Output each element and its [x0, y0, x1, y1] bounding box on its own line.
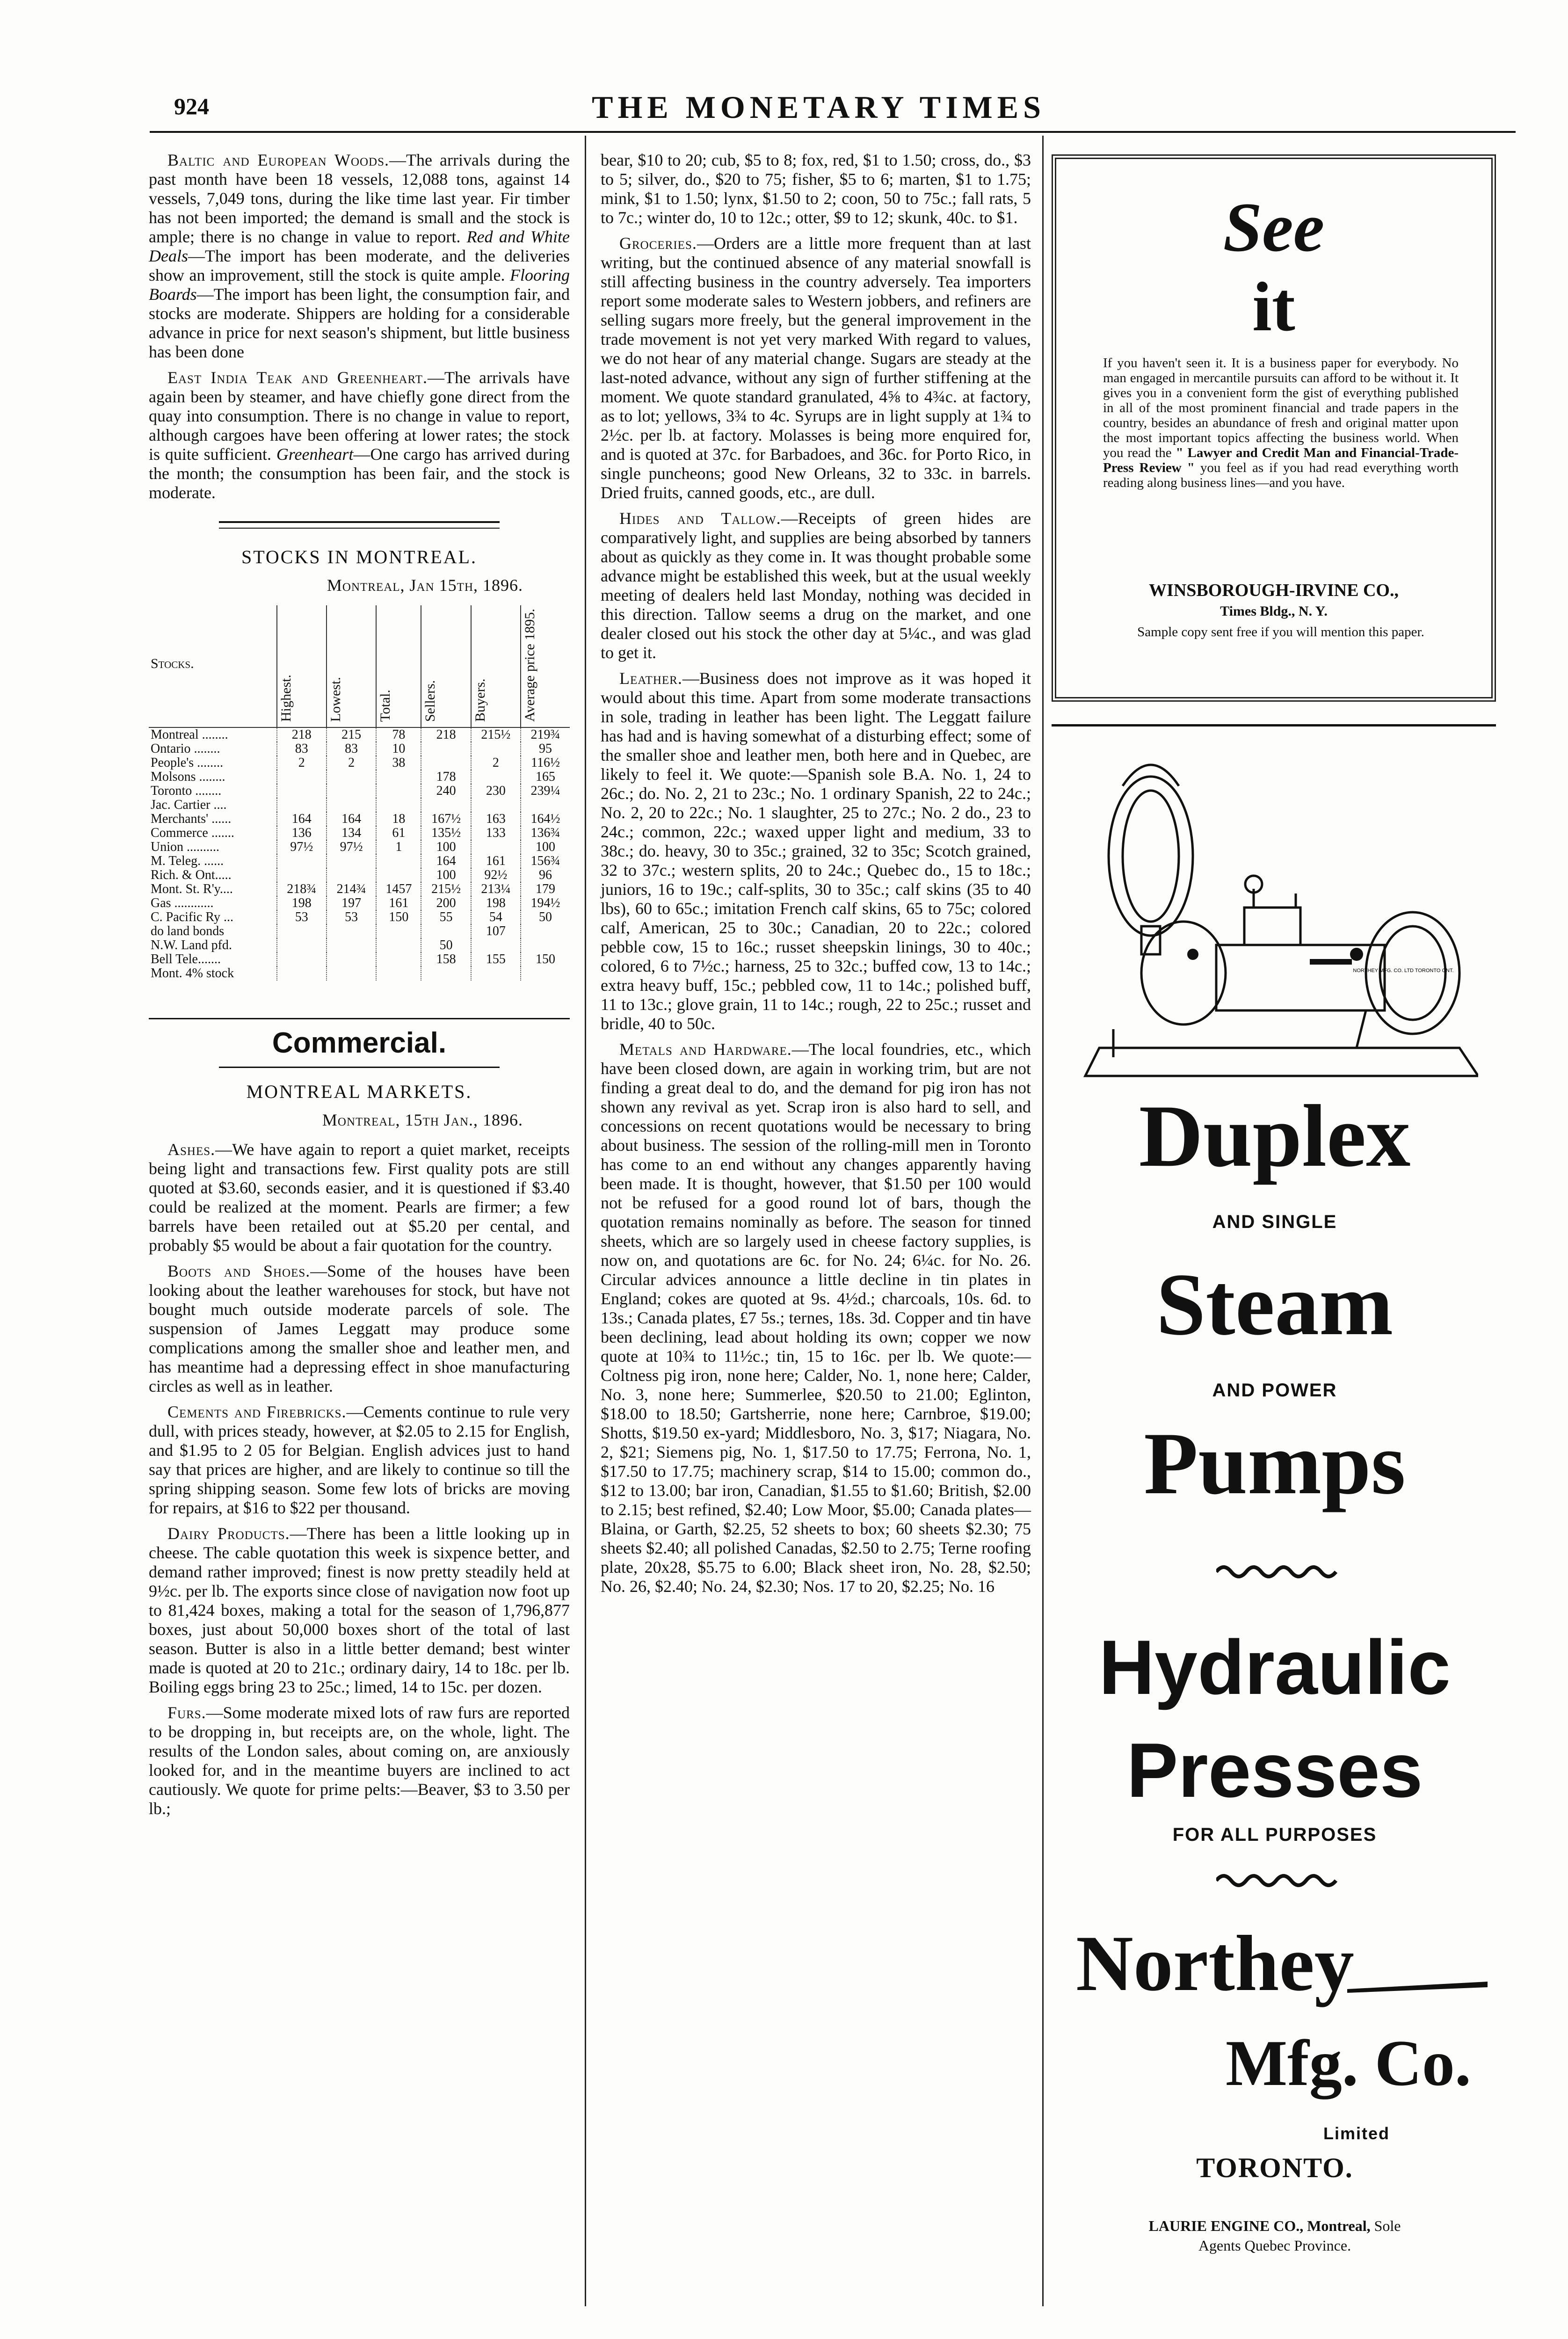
stock-value-cell: 100	[521, 840, 570, 854]
stock-value-cell: 53	[277, 910, 327, 924]
table-row	[149, 966, 570, 981]
stock-value-cell	[521, 966, 570, 981]
stock-value-cell: 218	[421, 727, 471, 742]
table-row	[149, 924, 570, 938]
stock-value-cell: 219¾	[521, 727, 570, 742]
stock-value-cell	[471, 798, 521, 812]
stocks-title: STOCKS IN MONTREAL.	[241, 546, 478, 567]
stock-value-cell	[376, 952, 421, 966]
masthead-title: THE MONETARY TIMES	[592, 89, 1045, 125]
stock-name-cell: C. Pacific Ry ...	[151, 910, 233, 924]
stock-value-cell	[421, 742, 471, 756]
stock-value-cell: 167½	[421, 812, 471, 826]
column-1	[149, 151, 570, 1825]
stock-value-cell: 197	[327, 896, 376, 910]
stock-value-cell	[277, 770, 327, 784]
stock-value-cell	[277, 784, 327, 798]
northey-dash-ornament	[1347, 1979, 1488, 1998]
stock-value-cell	[327, 770, 376, 784]
stock-value-cell: 97½	[327, 840, 376, 854]
leather-paragraph: Leather.—Business does not improve as it was hoped it would about this time. Apart from some moderate transactions in sole, trading in leather has been light. The Leggatt failure has had and is having somewhat of a disturbing effect; some of the smaller shoe and leather men, both here and in Quebec, are likely to feel it. We quote:—Spanish sole B.A. No. 1, 24 to 26c.; do. No. 2, 21 to 23c.; No. 1 ordinary Spanish, 22 to 24c.; No. 2, 20 to 22c.; No. 1 slaughter, 25 to 27c.; No. 2 do., 23 to 24c.; common, 22c.; waxed upper light and medium, 33 to 38c.; do. heavy, 30 to 35c.; grained, 32 to 35c; Scotch grained, 32 to 37c.; western splits, 20 to 24c.; Quebec do., 15 to 18c.; juniors, 16 to 19c.; calf-splits, 30 to 35c.; calf skins (35 to 40 lbs), 60 to 65c.; imitation French calf skins, 65 to 75c; colored calf, American, 25 to 30c.; Canadian, 20 to 22c.; colored pebble cow, 15 to 16c.; russet sheepskin linings, 30 to 40c.; colored, 6 to 7½c.; harness, 25 to 32c.; buffed cow, 13 to 14c.; extra heavy buff, 15c.; pebbled cow, 11 to 14c.; polished buff, 11 to 13c.; glove grain, 11 to 14c.; rough, 22 to 25c.; russet and bridle, 40 to 50c.	[601, 669, 1031, 1033]
commercial-heading: Commercial.	[272, 1027, 447, 1059]
stock-value-cell: 38	[376, 756, 421, 770]
stock-name-cell: People's ........	[151, 755, 224, 770]
stock-value-cell	[327, 938, 376, 952]
cements-paragraph: Cements and Firebricks.—Cements continue to rule very dull, with prices steady, however, at $2.05 to 2.15 for English, and $1.95 to 2 05 for Belgian. English advices just to hand say that prices are higher, and are likely to continue so till the spring shipping season. Some few lots of bricks are moving for repairs, at $16 to $22 per thousand.	[149, 1402, 570, 1517]
stock-value-cell	[376, 770, 421, 784]
stock-value-cell	[521, 924, 570, 938]
stock-value-cell: 164½	[521, 812, 570, 826]
stock-value-cell: 53	[327, 910, 376, 924]
stock-value-cell: 100	[421, 868, 471, 882]
ad-agent-line: LAURIE ENGINE CO., Montreal, Sole	[1148, 2217, 1401, 2234]
stock-name-cell: Ontario ........	[151, 741, 220, 756]
stock-value-cell	[471, 770, 521, 784]
stocks-column-header	[376, 605, 421, 727]
stock-value-cell	[327, 854, 376, 868]
stocks-column-header	[471, 605, 521, 727]
stock-value-cell: 83	[327, 742, 376, 756]
thin-rule	[219, 1067, 500, 1068]
stock-value-cell	[376, 784, 421, 798]
stock-value-cell: 179	[521, 882, 570, 896]
ad-separator-rule	[1052, 724, 1496, 726]
rotated-header-label: Lowest.	[327, 677, 343, 722]
ad-for-all-purposes: FOR ALL PURPOSES	[1172, 1824, 1377, 1845]
stock-value-cell	[421, 798, 471, 812]
stock-value-cell: 96	[521, 868, 570, 882]
stock-name-cell: Rich. & Ont.....	[151, 868, 232, 882]
stock-value-cell: 198	[277, 896, 327, 910]
stock-name-cell: Jac. Cartier ....	[151, 798, 227, 812]
stock-value-cell: 230	[471, 784, 521, 798]
ad-body-text: If you haven't seen it. It is a business paper for everybody. No man engaged in mercantile pursuits can afford to be without it. It gives you in a convenient form the gist of everything published in all of the most prominent financial and trade papers in the country, besides an abundance of fresh and original matter upon the most important topics affecting the business world. When you read the " Lawyer and Credit Man and Financial-Trade-Press Review " you feel as if you had read everything worth reading along business lines—and you have.	[1103, 356, 1459, 490]
ad-limited: Limited	[1323, 2124, 1390, 2143]
stock-value-cell	[327, 966, 376, 981]
stock-value-cell: 163	[471, 812, 521, 826]
stock-value-cell	[471, 938, 521, 952]
stocks-table	[149, 605, 570, 981]
table-row	[149, 882, 570, 896]
page-number: 924	[174, 93, 209, 119]
stock-value-cell	[376, 798, 421, 812]
stock-value-cell: 107	[471, 924, 521, 938]
stock-value-cell: 164	[327, 812, 376, 826]
stocks-column-header	[521, 605, 570, 727]
rotated-header-label: Sellers.	[422, 680, 438, 722]
stock-value-cell: 54	[471, 910, 521, 924]
table-row	[149, 868, 570, 882]
stock-value-cell: 61	[376, 826, 421, 840]
table-row	[149, 952, 570, 966]
stocks-column-header-name: Stocks.	[151, 656, 194, 671]
column-divider-left	[585, 136, 586, 2306]
stocks-column-header	[327, 605, 376, 727]
ornamental-squiggle	[1216, 1871, 1338, 1890]
table-row	[149, 910, 570, 924]
table-row	[149, 742, 570, 756]
stock-value-cell: 150	[376, 910, 421, 924]
table-row	[149, 938, 570, 952]
furs-paragraph: Furs.—Some moderate mixed lots of raw furs are reported to be dropping in, but receipts are, on the whole, light. The results of the London sales, about coming on, are anxiously looked for, and in the meantime buyers are inclined to act cautiously. We quote for prime pelts:—Beaver, $3 to 3.50 per lb.;	[149, 1703, 570, 1818]
rotated-header-label: Total.	[377, 690, 393, 722]
stock-value-cell: 100	[421, 840, 471, 854]
stocks-dateline: Montreal, Jan 15th, 1896.	[327, 576, 523, 595]
table-row	[149, 896, 570, 910]
thin-rule	[149, 1018, 570, 1019]
stock-value-cell: 155	[471, 952, 521, 966]
section-lead: Baltic and European Woods.	[167, 151, 390, 169]
steam-pump-illustration	[1076, 748, 1478, 1113]
stock-value-cell	[471, 840, 521, 854]
stock-value-cell	[277, 798, 327, 812]
ad-see-word: See	[1223, 189, 1325, 266]
stock-value-cell: 133	[471, 826, 521, 840]
stock-value-cell: 95	[521, 742, 570, 756]
stock-name-cell: Gas ............	[151, 896, 214, 910]
stock-value-cell	[376, 868, 421, 882]
stock-value-cell: 55	[421, 910, 471, 924]
stock-value-cell: 83	[277, 742, 327, 756]
table-row	[149, 756, 570, 770]
stock-name-cell: Molsons ........	[151, 770, 225, 784]
table-row	[149, 784, 570, 798]
rotated-header-label: Highest.	[278, 675, 294, 722]
section-lead: East India Teak and Greenheart.	[167, 368, 428, 387]
stock-value-cell	[277, 924, 327, 938]
stock-value-cell	[277, 966, 327, 981]
ad-presses: Presses	[1126, 1727, 1423, 1813]
groceries-paragraph: Groceries.—Orders are a little more frequent than at last writing, but the continued absence of any material snowfall is still affecting business in the country adversely. Tea importers report some moderate sales to Western jobbers, and refiners are selling sugars more freely, but the general improvement in the trade movement is not yet very marked With regard to values, we do not hear of any material change. Sugars are steady at the last-noted advance, without any sign of further stiffening at the moment. We quote standard granulated, 4⅝ to 4¾c. at factory, as to lot; yellows, 3¾ to 4c. Syrups are in light supply at 1¾ to 2½c. per lb. at factory. Molasses is being more enquired for, and is quoted at 37c. for Barbadoes, and 36c. for Porto Rico, in single puncheons; good New Orleans, 32 to 33c. in barrels. Dried fruits, canned goods, etc., are dull.	[601, 234, 1031, 502]
see-it-advertisement	[1052, 154, 1496, 702]
stock-name-cell: Bell Tele.......	[151, 952, 221, 966]
ashes-paragraph: Ashes.—We have again to report a quiet market, receipts being light and transactions few. First quality pots are still quoted at $3.60, seconds easier, and it is questioned if $3.40 could be realized at the moment. Pearls are firmer; a few barrels have been retailed out at $5.20 per cental, and probably $5 would be about a fair quotation for the country.	[149, 1140, 570, 1255]
stock-value-cell	[471, 742, 521, 756]
stock-value-cell	[376, 938, 421, 952]
stock-value-cell	[471, 966, 521, 981]
stock-value-cell	[327, 868, 376, 882]
table-row	[149, 770, 570, 784]
stock-value-cell: 92½	[471, 868, 521, 882]
stock-value-cell: 240	[421, 784, 471, 798]
ad-footnote: Sample copy sent free if you will mention this paper.	[1137, 625, 1424, 639]
ad-mfg-co: Mfg. Co.	[1226, 2027, 1471, 2099]
stock-name-cell: Mont. St. R'y....	[151, 882, 233, 896]
stock-value-cell: 136¾	[521, 826, 570, 840]
stock-value-cell: 200	[421, 896, 471, 910]
stock-name-cell: Mont. 4% stock	[151, 966, 234, 981]
stock-value-cell	[421, 966, 471, 981]
stock-value-cell: 10	[376, 742, 421, 756]
stock-name-cell: Toronto ........	[151, 784, 222, 798]
stock-value-cell: 2	[327, 756, 376, 770]
stock-value-cell: 164	[277, 812, 327, 826]
stock-name-cell: M. Teleg. ......	[151, 854, 224, 868]
stock-value-cell: 161	[471, 854, 521, 868]
dairy-paragraph: Dairy Products.—There has been a little looking up in cheese. The cable quotation this week is sixpence better, and demand rather improved; finest is now pretty steadily held at 9½c. per lb. The exports since close of navigation now foot up to 81,424 boxes, making a total for the season of 1,796,877 boxes, just about 50,000 boxes short of the total of last season. Butter is also in a little better demand; best winter made is quoted at 20 to 21c.; ordinary dairy, 14 to 18c. per lb. Boiling eggs bring 23 to 25c.; limed, 14 to 15c. per dozen.	[149, 1524, 570, 1696]
table-row	[149, 840, 570, 854]
stock-value-cell: 2	[277, 756, 327, 770]
stock-value-cell	[327, 798, 376, 812]
table-row	[149, 854, 570, 868]
stock-value-cell: 164	[421, 854, 471, 868]
stock-value-cell	[521, 798, 570, 812]
stock-value-cell: 158	[421, 952, 471, 966]
stock-value-cell	[376, 924, 421, 938]
metals-paragraph: Metals and Hardware.—The local foundries, etc., which have been closed down, are again in working trim, but are not finding a great deal to do, and the demand for pig iron has not shown any revival as yet. Scrap iron is also hard to sell, and concessions on recent quotations would be necessary to bring about business. The session of the rolling-mill men in Toronto has come to an end without any changes apparently having been made. It is thought, however, that $1.50 per 100 would not be refused for a good round lot of bars, though the quotation remains nominally as before. The season for tinned sheets, which are so largely used in cheese factory supplies, is now on, and quotations are 6c. for No. 24; 6¼c. for No. 26. Circular advices announce a little decline in tin plates in England; cokes are quoted at 9s. 4½d.; charcoals, 10s. 6d. to 13s.; Canada plates, £7 5s.; ternes, 18s. 3d. Copper and tin have been declining, lead about holding its own; copper we now quote at 10¾ to 11½c.; tin, 15 to 16c. per lb. We quote:—Coltness pig iron, none here; Calder, No. 1, none here; Calder, No. 3, none here; Summerlee, $20.50 to 21.00; Eglinton, $18.00 to 18.50; Gartsherrie, none here; Carnbroe, $19.00; Shotts, $19.50 ex-yard; Middlesboro, No. 3, $17; Niagara, No. 2, $21; Siemens pig, No. 1, $17.50 to 17.75; Ferrona, No. 1, $17.50 to 17.75; machinery scrap, $14 to 15.00; common do., $12 to 13.00; bar iron, Canadian, $1.55 to $1.60; British, $2.00 to 2.15; best refined, $2.40; Low Moor, $5.00; Canada plates—Blaina, or Garth, $2.25, 52 sheets to box; 60 sheets $2.30; 75 sheets $2.40; all polished Canadas, $2.50 to 2.75; Terne roofing plate, 20x28, $5.75 to 6.00; Black sheet iron, No. 28, $2.50; No. 26, $2.40; No. 24, $2.30; Nos. 17 to 20, $2.25; No. 16	[601, 1040, 1031, 1596]
stock-name-cell: N.W. Land pfd.	[151, 938, 232, 952]
ad-and-single: AND SINGLE	[1212, 1212, 1337, 1232]
stock-value-cell: 18	[376, 812, 421, 826]
stock-value-cell	[421, 756, 471, 770]
stock-value-cell: 161	[376, 896, 421, 910]
stock-value-cell	[376, 854, 421, 868]
ornamental-squiggle	[1216, 1562, 1338, 1581]
stock-value-cell	[376, 966, 421, 981]
stock-value-cell	[327, 924, 376, 938]
stocks-column-header	[421, 605, 471, 727]
stock-name-cell: Merchants' ......	[151, 812, 232, 826]
stock-value-cell: 134	[327, 826, 376, 840]
stock-name-cell: do land bonds	[151, 924, 225, 938]
stock-value-cell: 1457	[376, 882, 421, 896]
ad-toronto: TORONTO.	[1196, 2152, 1353, 2183]
stock-value-cell	[521, 938, 570, 952]
stock-value-cell: 78	[376, 727, 421, 742]
stock-value-cell: 214¾	[327, 882, 376, 896]
stock-value-cell: 50	[521, 910, 570, 924]
ad-it-word: it	[1252, 268, 1295, 346]
stock-value-cell	[327, 784, 376, 798]
stock-value-cell: 136	[277, 826, 327, 840]
stock-value-cell: 116½	[521, 756, 570, 770]
furs-continued-paragraph: bear, $10 to 20; cub, $5 to 8; fox, red, $1 to 1.50; cross, do., $3 to 5; silver, do., $20 to 75; fisher, $5 to 6; marten, $1 to 1.75; mink, $1 to 1.50; lynx, $1.50 to 2; coon, 50 to 75c.; fall rats, 5 to 7c.; winter do, 10 to 12c.; otter, $9 to 12; skunk, 40c. to $1.	[601, 151, 1031, 227]
ad-and-power: AND POWER	[1212, 1380, 1337, 1401]
stock-value-cell: 2	[471, 756, 521, 770]
stock-value-cell	[421, 924, 471, 938]
stock-value-cell: 178	[421, 770, 471, 784]
stock-value-cell: 215	[327, 727, 376, 742]
stock-value-cell: 1	[376, 840, 421, 854]
stock-value-cell: 198	[471, 896, 521, 910]
markets-dateline: Montreal, 15th Jan., 1896.	[322, 1111, 523, 1129]
stock-value-cell: 50	[421, 938, 471, 952]
markets-title: MONTREAL MARKETS.	[246, 1081, 472, 1102]
ad-firm-name: WINSBOROUGH-IRVINE CO.,	[1149, 581, 1399, 600]
rotated-header-label: Buyers.	[472, 678, 488, 722]
stock-value-cell	[277, 938, 327, 952]
column-2	[601, 151, 1031, 1603]
boots-shoes-paragraph: Boots and Shoes.—Some of the houses have been looking about the leather warehouses for stock, but have not bought much outside moderate parcels of sole. The suspension of James Leggatt may produce some complications among the smaller shoe and leather men, and has meantime had a depressing effect in shoe manufacturing circles as well as in leather.	[149, 1262, 570, 1395]
stock-value-cell: 156¾	[521, 854, 570, 868]
stock-value-cell: 150	[521, 952, 570, 966]
stock-value-cell: 97½	[277, 840, 327, 854]
stock-value-cell: 218¾	[277, 882, 327, 896]
column-divider-right	[1042, 136, 1044, 2306]
stock-value-cell: 239¼	[521, 784, 570, 798]
table-row	[149, 812, 570, 826]
ad-firm-address: Times Bldg., N. Y.	[1220, 603, 1328, 619]
stock-value-cell: 213¼	[471, 882, 521, 896]
stock-value-cell: 165	[521, 770, 570, 784]
stock-value-cell	[277, 952, 327, 966]
teak-greenheart-paragraph: East India Teak and Greenheart.—The arrivals have again been by steamer, and have chiefly gone direct from the quay into consumption. There is no change in value to report, although cargoes have been offering at lower rates; the stock is quite sufficient. Greenheart—One cargo has arrived during the month; the consumption has been fair, and the stock is moderate.	[149, 368, 570, 502]
stock-value-cell: 215½	[471, 727, 521, 742]
stock-value-cell	[277, 868, 327, 882]
stock-value-cell	[277, 854, 327, 868]
engine-maker-plate: NORTHEY MFG. CO. LTD TORONTO ONT.	[1353, 968, 1454, 973]
table-row	[149, 826, 570, 840]
double-rule	[219, 521, 500, 529]
ad-duplex: Duplex	[1139, 1087, 1411, 1185]
table-row	[149, 798, 570, 812]
header-rule	[150, 131, 1516, 133]
ad-pumps: Pumps	[1144, 1415, 1406, 1513]
stock-value-cell: 135½	[421, 826, 471, 840]
table-row	[149, 727, 570, 742]
ad-agent-line-2: Agents Quebec Province.	[1198, 2237, 1351, 2254]
stock-value-cell: 194½	[521, 896, 570, 910]
ad-northey: Northey	[1076, 1919, 1354, 2007]
stock-value-cell	[327, 952, 376, 966]
stock-name-cell: Commerce .......	[151, 826, 234, 840]
rotated-header-label: Average price 1895.	[522, 609, 538, 722]
hides-paragraph: Hides and Tallow.—Receipts of green hides are comparatively light, and supplies are being absorbed by tanners about as quickly as they come in. It was thought probable some advance might be established this week, but at the usual weekly meeting of dealers held last Monday, nothing was decided in this direction. Tallow seems a drug on the market, and one dealer closed out his stock the other day at 5¼c., and was glad to get it.	[601, 509, 1031, 662]
ad-steam: Steam	[1156, 1256, 1394, 1354]
stock-name-cell: Montreal ........	[149, 727, 277, 742]
baltic-woods-paragraph: Baltic and European Woods.—The arrivals during the past month have been 18 vessels, 12,088 tons, against 14 vessels, 7,049 tons, during the like time last year. Fir timber has not been imported; the demand is small and the stock is ample; there is no change in value to report. Red and White Deals—The import has been moderate, and the deliveries show an improvement, still the stock is quite ample. Flooring Boards—The import has been light, the consumption fair, and stocks are moderate. Shippers are holding for a considerable advance in price for next season's shipment, but little business has been done	[149, 151, 570, 361]
stock-value-cell: 215½	[421, 882, 471, 896]
stock-value-cell: 218	[277, 727, 327, 742]
stock-name-cell: Union ..........	[151, 840, 219, 854]
stocks-column-header	[277, 605, 327, 727]
ad-hydraulic: Hydraulic	[1099, 1624, 1451, 1710]
